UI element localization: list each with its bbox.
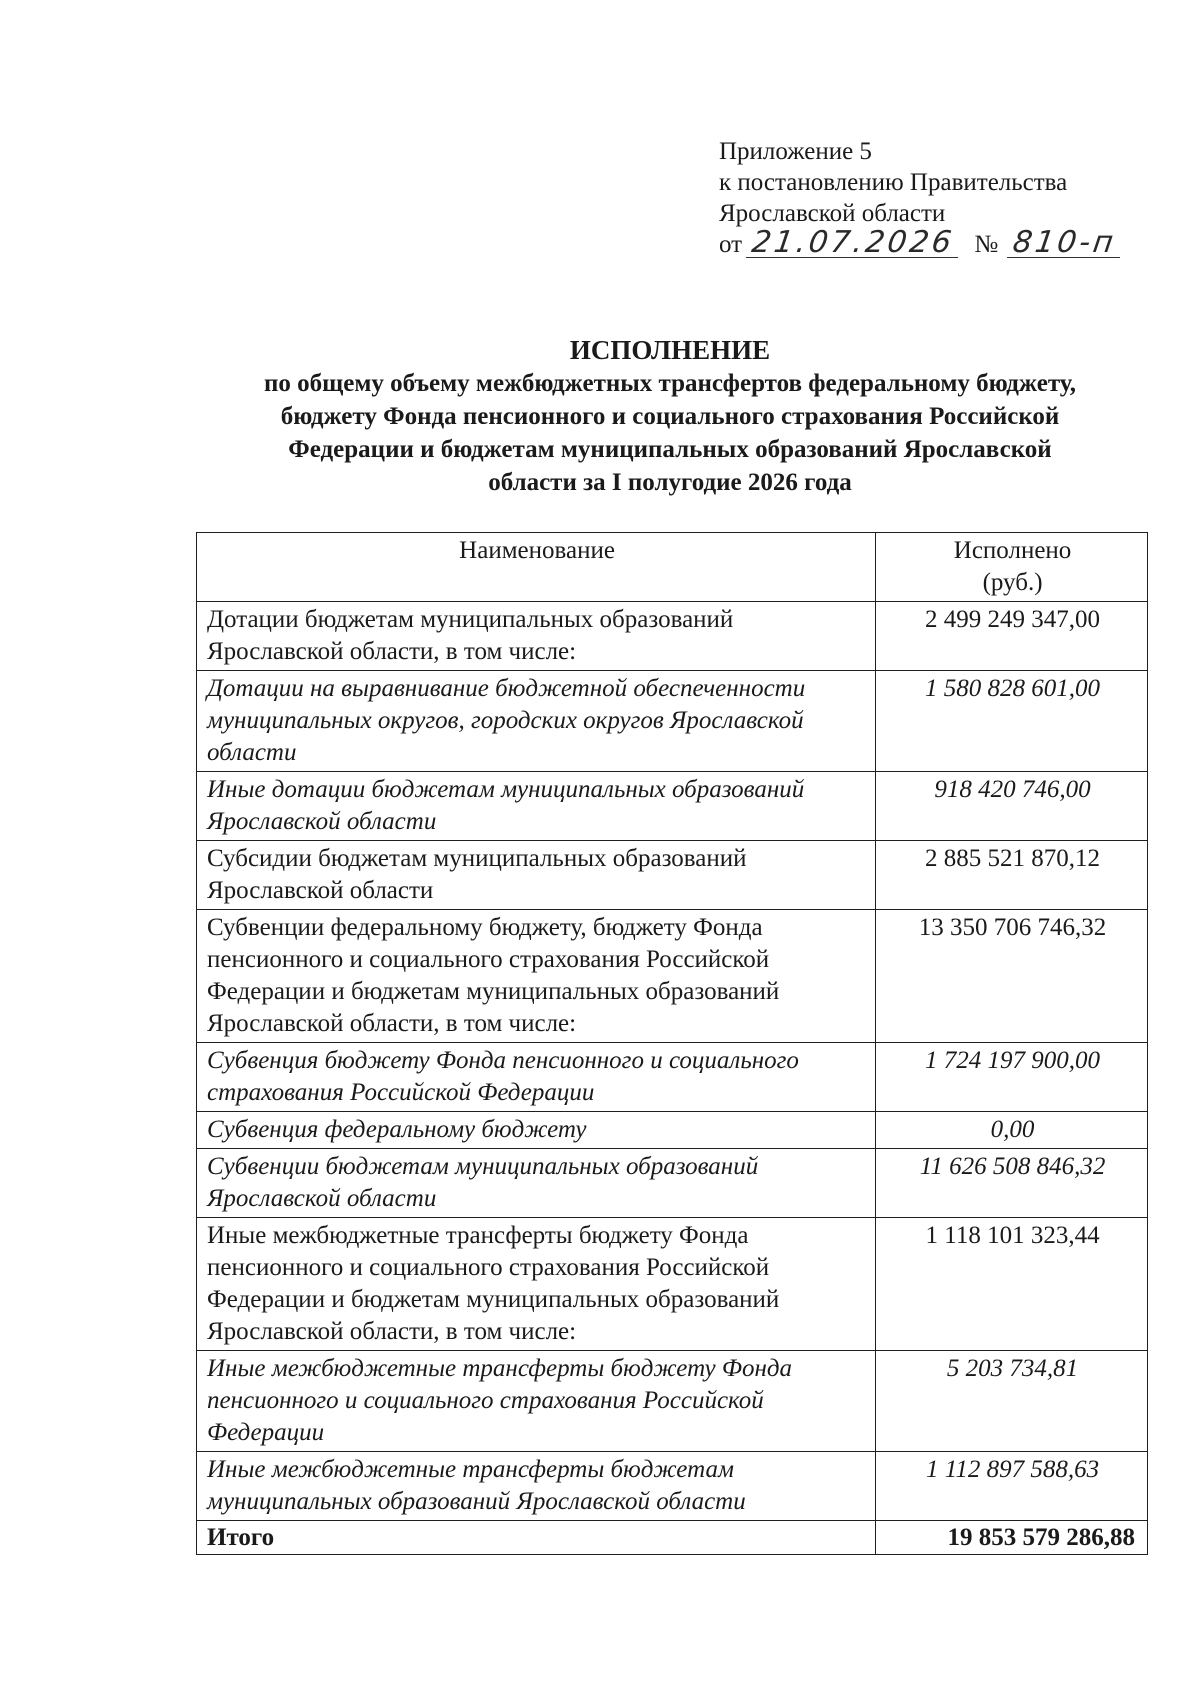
title-line-4: области за I полугодие 2026 года xyxy=(488,469,852,496)
row-value: 1 112 897 588,63 xyxy=(876,1452,1148,1521)
handwritten-number: 810-п xyxy=(1006,229,1123,258)
row-name: Субвенции бюджетам муниципальных образований Ярославской области xyxy=(197,1149,876,1218)
table-row xyxy=(197,841,1148,910)
title-main: ИСПОЛНЕНИЕ xyxy=(569,335,771,365)
header-value xyxy=(876,533,1148,602)
row-name: Иные межбюджетные трансферты бюджету Фонда пенсионного и социального страхования Российской Федерации xyxy=(197,1351,876,1452)
appendix-line-1: Приложение 5 xyxy=(719,138,872,165)
header-value-line-2: (руб.) xyxy=(982,569,1043,596)
row-name: Субвенция федеральному бюджету xyxy=(197,1112,876,1149)
row-name: Субсидии бюджетам муниципальных образований Ярославской области xyxy=(197,841,876,910)
total-row xyxy=(197,1521,1148,1555)
table-row xyxy=(197,1149,1148,1218)
row-value: 2 499 249 347,00 xyxy=(876,602,1148,671)
row-name: Иные межбюджетные трансферты бюджетам муниципальных образований Ярославской области xyxy=(197,1452,876,1521)
appendix-date-number-line xyxy=(719,225,1121,260)
number-sign: № xyxy=(974,231,999,258)
row-value: 11 626 508 846,32 xyxy=(876,1149,1148,1218)
title-line-3: Федерации и бюджетам муниципальных образований Ярославской xyxy=(288,436,1052,463)
row-value: 13 350 706 746,32 xyxy=(876,910,1148,1043)
header-value-line-1: Исполнено xyxy=(953,537,1072,564)
appendix-block xyxy=(719,136,1121,260)
title-line-1: по общему объему межбюджетных трансфертов федеральному бюджету, xyxy=(263,370,1077,397)
row-value: 5 203 734,81 xyxy=(876,1351,1148,1452)
header-name: Наименование xyxy=(197,533,876,602)
row-value: 2 885 521 870,12 xyxy=(876,841,1148,910)
row-value: 1 580 828 601,00 xyxy=(876,671,1148,772)
row-name: Дотации на выравнивание бюджетной обеспеченности муниципальных округов, городских округов Ярославской области xyxy=(197,671,876,772)
execution-table xyxy=(196,532,1148,1555)
row-name: Иные межбюджетные трансферты бюджету Фонда пенсионного и социального страхования Российской Федерации и бюджетам муниципальных образований Ярославской области, в том числе: xyxy=(197,1218,876,1351)
row-value: 0,00 xyxy=(876,1112,1148,1149)
table-row xyxy=(197,1112,1148,1149)
table-row xyxy=(197,772,1148,841)
table-row xyxy=(197,1218,1148,1351)
row-name: Иные дотации бюджетам муниципальных образований Ярославской области xyxy=(197,772,876,841)
table-header-row xyxy=(197,533,1148,602)
total-value: 19 853 579 286,88 xyxy=(876,1521,1148,1555)
table-row xyxy=(197,671,1148,772)
date-prefix: от xyxy=(719,231,743,258)
row-name: Дотации бюджетам муниципальных образований Ярославской области, в том числе: xyxy=(197,602,876,671)
table-row xyxy=(197,1043,1148,1112)
handwritten-date: 21.07.2026 xyxy=(746,229,962,258)
title-line-2: бюджету Фонда пенсионного и социального страхования Российской xyxy=(280,403,1060,430)
row-value: 918 420 746,00 xyxy=(876,772,1148,841)
table-row xyxy=(197,602,1148,671)
table-row xyxy=(197,1351,1148,1452)
row-value: 1 724 197 900,00 xyxy=(876,1043,1148,1112)
appendix-line-2: к постановлению Правительства xyxy=(719,169,1068,196)
document-title xyxy=(150,333,1190,499)
row-value: 1 118 101 323,44 xyxy=(876,1218,1148,1351)
table-row xyxy=(197,910,1148,1043)
total-label: Итого xyxy=(197,1521,876,1555)
table-body xyxy=(197,602,1148,1555)
appendix-line-3: Ярославской области xyxy=(719,200,946,227)
table-row xyxy=(197,1452,1148,1521)
row-name: Субвенция бюджету Фонда пенсионного и социального страхования Российской Федерации xyxy=(197,1043,876,1112)
row-name: Субвенции федеральному бюджету, бюджету Фонда пенсионного и социального страхования Российской Федерации и бюджетам муниципальных образований Ярославской области, в том числе: xyxy=(197,910,876,1043)
